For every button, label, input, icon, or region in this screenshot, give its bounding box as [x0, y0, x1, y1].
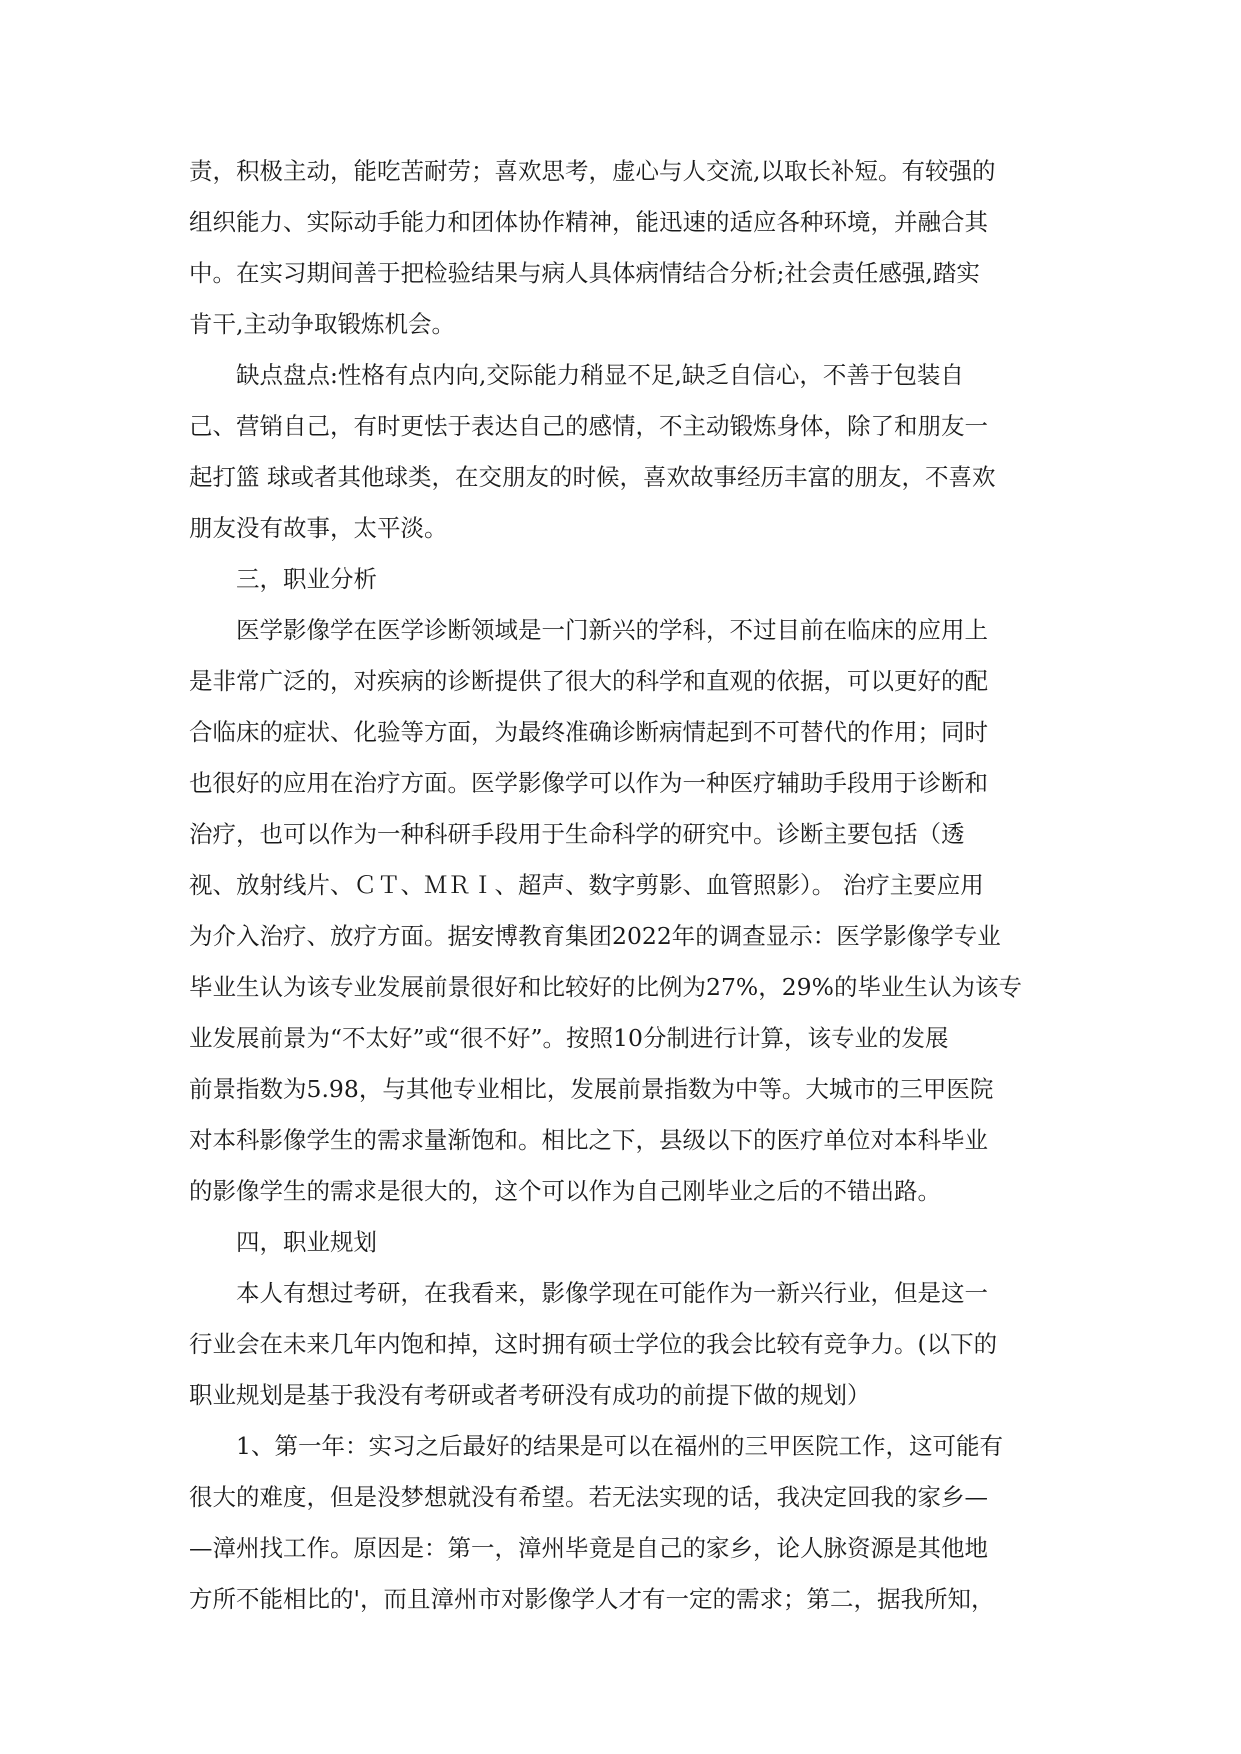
text-line: 医学影像学在医学诊断领域是一门新兴的学科，不过目前在临床的应用上 — [236, 616, 988, 644]
text-line: 朋友没有故事，太平淡。 — [189, 514, 448, 542]
text-line: 缺点盘点:性格有点内向,交际能力稍显不足,缺乏自信心，不善于包装自 — [236, 361, 964, 389]
text-line: 是非常广泛的，对疾病的诊断提供了很大的科学和直观的依据，可以更好的配 — [189, 667, 988, 695]
text-line: 毕业生认为该专业发展前景很好和比较好的比例为27%，29%的毕业生认为该专 — [189, 973, 1022, 1001]
text-line: 职业规划是基于我没有考研或者考研没有成功的前提下做的规划） — [189, 1381, 871, 1409]
section-heading: 三，职业分析 — [236, 565, 377, 593]
text-line: 方所不能相比的'，而且漳州市对影像学人才有一定的需求；第二，据我所知， — [189, 1585, 995, 1613]
text-line: 行业会在未来几年内饱和掉，这时拥有硕士学位的我会比较有竞争力。(以下的 — [189, 1330, 998, 1358]
text-line: 视、放射线片、ＣＴ、ＭＲＩ、超声、数字剪影、血管照影）。 治疗主要应用 — [189, 871, 984, 899]
text-line: 的影像学生的需求是很大的，这个可以作为自己刚毕业之后的不错出路。 — [189, 1177, 941, 1205]
text-line: 很大的难度，但是没梦想就没有希望。若无法实现的话，我决定回我的家乡— — [189, 1483, 988, 1511]
text-line: 前景指数为5.98，与其他专业相比，发展前景指数为中等。大城市的三甲医院 — [189, 1075, 994, 1103]
text-line: 本人有想过考研，在我看来，影像学现在可能作为一新兴行业，但是这一 — [236, 1279, 988, 1307]
text-line: 对本科影像学生的需求量渐饱和。相比之下，县级以下的医疗单位对本科毕业 — [189, 1126, 988, 1154]
text-line: —漳州找工作。原因是：第一，漳州毕竟是自己的家乡，论人脉资源是其他地 — [189, 1534, 988, 1562]
text-line: 业发展前景为“不太好”或“很不好”。按照10分制进行计算，该专业的发展 — [189, 1024, 949, 1052]
section-heading: 四，职业规划 — [236, 1228, 377, 1256]
text-line: 治疗，也可以作为一种科研手段用于生命科学的研究中。诊断主要包括（透 — [189, 820, 965, 848]
text-line: 责，积极主动，能吃苦耐劳；喜欢思考，虚心与人交流,以取长补短。有较强的 — [189, 157, 996, 185]
text-line: 中。在实习期间善于把检验结果与病人具体病情结合分析;社会责任感强,踏实 — [189, 259, 980, 287]
text-line: 合临床的症状、化验等方面，为最终准确诊断病情起到不可替代的作用；同时 — [189, 718, 988, 746]
text-line: 己、营销自己，有时更怯于表达自己的感情，不主动锻炼身体，除了和朋友一 — [189, 412, 988, 440]
text-line: 也很好的应用在治疗方面。医学影像学可以作为一种医疗辅助手段用于诊断和 — [189, 769, 988, 797]
document-body — [189, 146, 1059, 1625]
text-line: 1、第一年：实习之后最好的结果是可以在福州的三甲医院工作，这可能有 — [236, 1432, 1003, 1460]
text-line: 组织能力、实际动手能力和团体协作精神，能迅速的适应各种环境，并融合其 — [189, 208, 988, 236]
text-line: 为介入治疗、放疗方面。据安博教育集团2022年的调查显示：医学影像学专业 — [189, 922, 1001, 950]
text-line: 起打篮 球或者其他球类，在交朋友的时候，喜欢故事经历丰富的朋友，不喜欢 — [189, 463, 996, 491]
text-line: 肯干,主动争取锻炼机会。 — [189, 310, 455, 338]
